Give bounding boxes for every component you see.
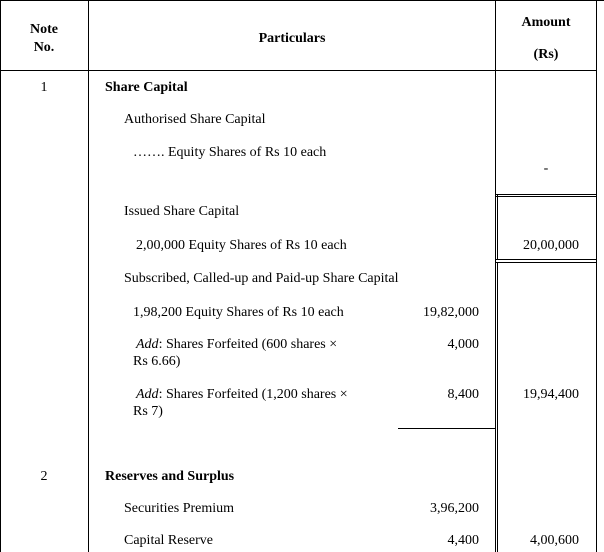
forfeit2-text-a: : Shares Forfeited (1,200 shares × bbox=[158, 387, 348, 402]
issued-label: Issued Share Capital bbox=[124, 204, 240, 219]
header-note-line2: No. bbox=[33, 40, 55, 55]
subscribed-label: Subscribed, Called-up and Paid-up Share Capital bbox=[124, 271, 399, 286]
add-label: Add bbox=[136, 387, 159, 402]
amount-box-rule bbox=[495, 196, 597, 197]
forfeit2-line-a bbox=[136, 386, 348, 403]
amount-box-rule bbox=[497, 262, 498, 552]
table-border-top bbox=[0, 0, 604, 1]
reserve-item-value: 4,400 bbox=[447, 533, 479, 548]
authorised-label: Authorised Share Capital bbox=[124, 112, 266, 127]
note-title-reserves: Reserves and Surplus bbox=[105, 469, 235, 484]
table-border-right bbox=[596, 0, 597, 552]
reserves-amount: 4,00,600 bbox=[530, 533, 579, 548]
note-number: 2 bbox=[40, 469, 48, 484]
note-number: 1 bbox=[40, 80, 48, 95]
header-amount: Amount bbox=[521, 15, 571, 30]
reserve-item-value: 3,96,200 bbox=[430, 501, 479, 516]
col-divider-amount bbox=[495, 0, 496, 552]
subscribed-amount: 19,94,400 bbox=[523, 387, 579, 402]
authorised-detail: ……. Equity Shares of Rs 10 each bbox=[133, 145, 327, 160]
forfeit2-text-b: Rs 7) bbox=[133, 404, 163, 419]
forfeit1-text-a: : Shares Forfeited (600 shares × bbox=[158, 337, 338, 352]
header-particulars: Particulars bbox=[258, 31, 326, 46]
header-bottom-border bbox=[0, 70, 597, 71]
subscribed-line1-value: 19,82,000 bbox=[423, 305, 479, 320]
authorised-amount: - bbox=[543, 161, 549, 176]
header-amount-unit: (Rs) bbox=[533, 47, 559, 62]
col-divider-note bbox=[88, 0, 89, 552]
header-note-line1: Note bbox=[30, 22, 58, 37]
add-label: Add bbox=[136, 337, 159, 352]
amount-box-rule bbox=[495, 262, 597, 263]
amount-box-rule bbox=[495, 194, 597, 195]
forfeit1-value: 4,000 bbox=[447, 337, 479, 352]
issued-detail: 2,00,000 Equity Shares of Rs 10 each bbox=[136, 238, 347, 253]
subscribed-line1-text: 1,98,200 Equity Shares of Rs 10 each bbox=[133, 305, 344, 320]
note-title-share-capital: Share Capital bbox=[105, 80, 188, 95]
reserve-item-label: Capital Reserve bbox=[124, 533, 214, 548]
forfeit1-line-a bbox=[136, 336, 337, 353]
forfeit1-text-b: Rs 6.66) bbox=[133, 354, 181, 369]
forfeit2-value: 8,400 bbox=[447, 387, 479, 402]
subtotal-underline bbox=[398, 428, 495, 429]
reserve-item-label: Securities Premium bbox=[124, 501, 235, 516]
amount-box-rule bbox=[495, 259, 597, 260]
issued-amount: 20,00,000 bbox=[523, 238, 579, 253]
